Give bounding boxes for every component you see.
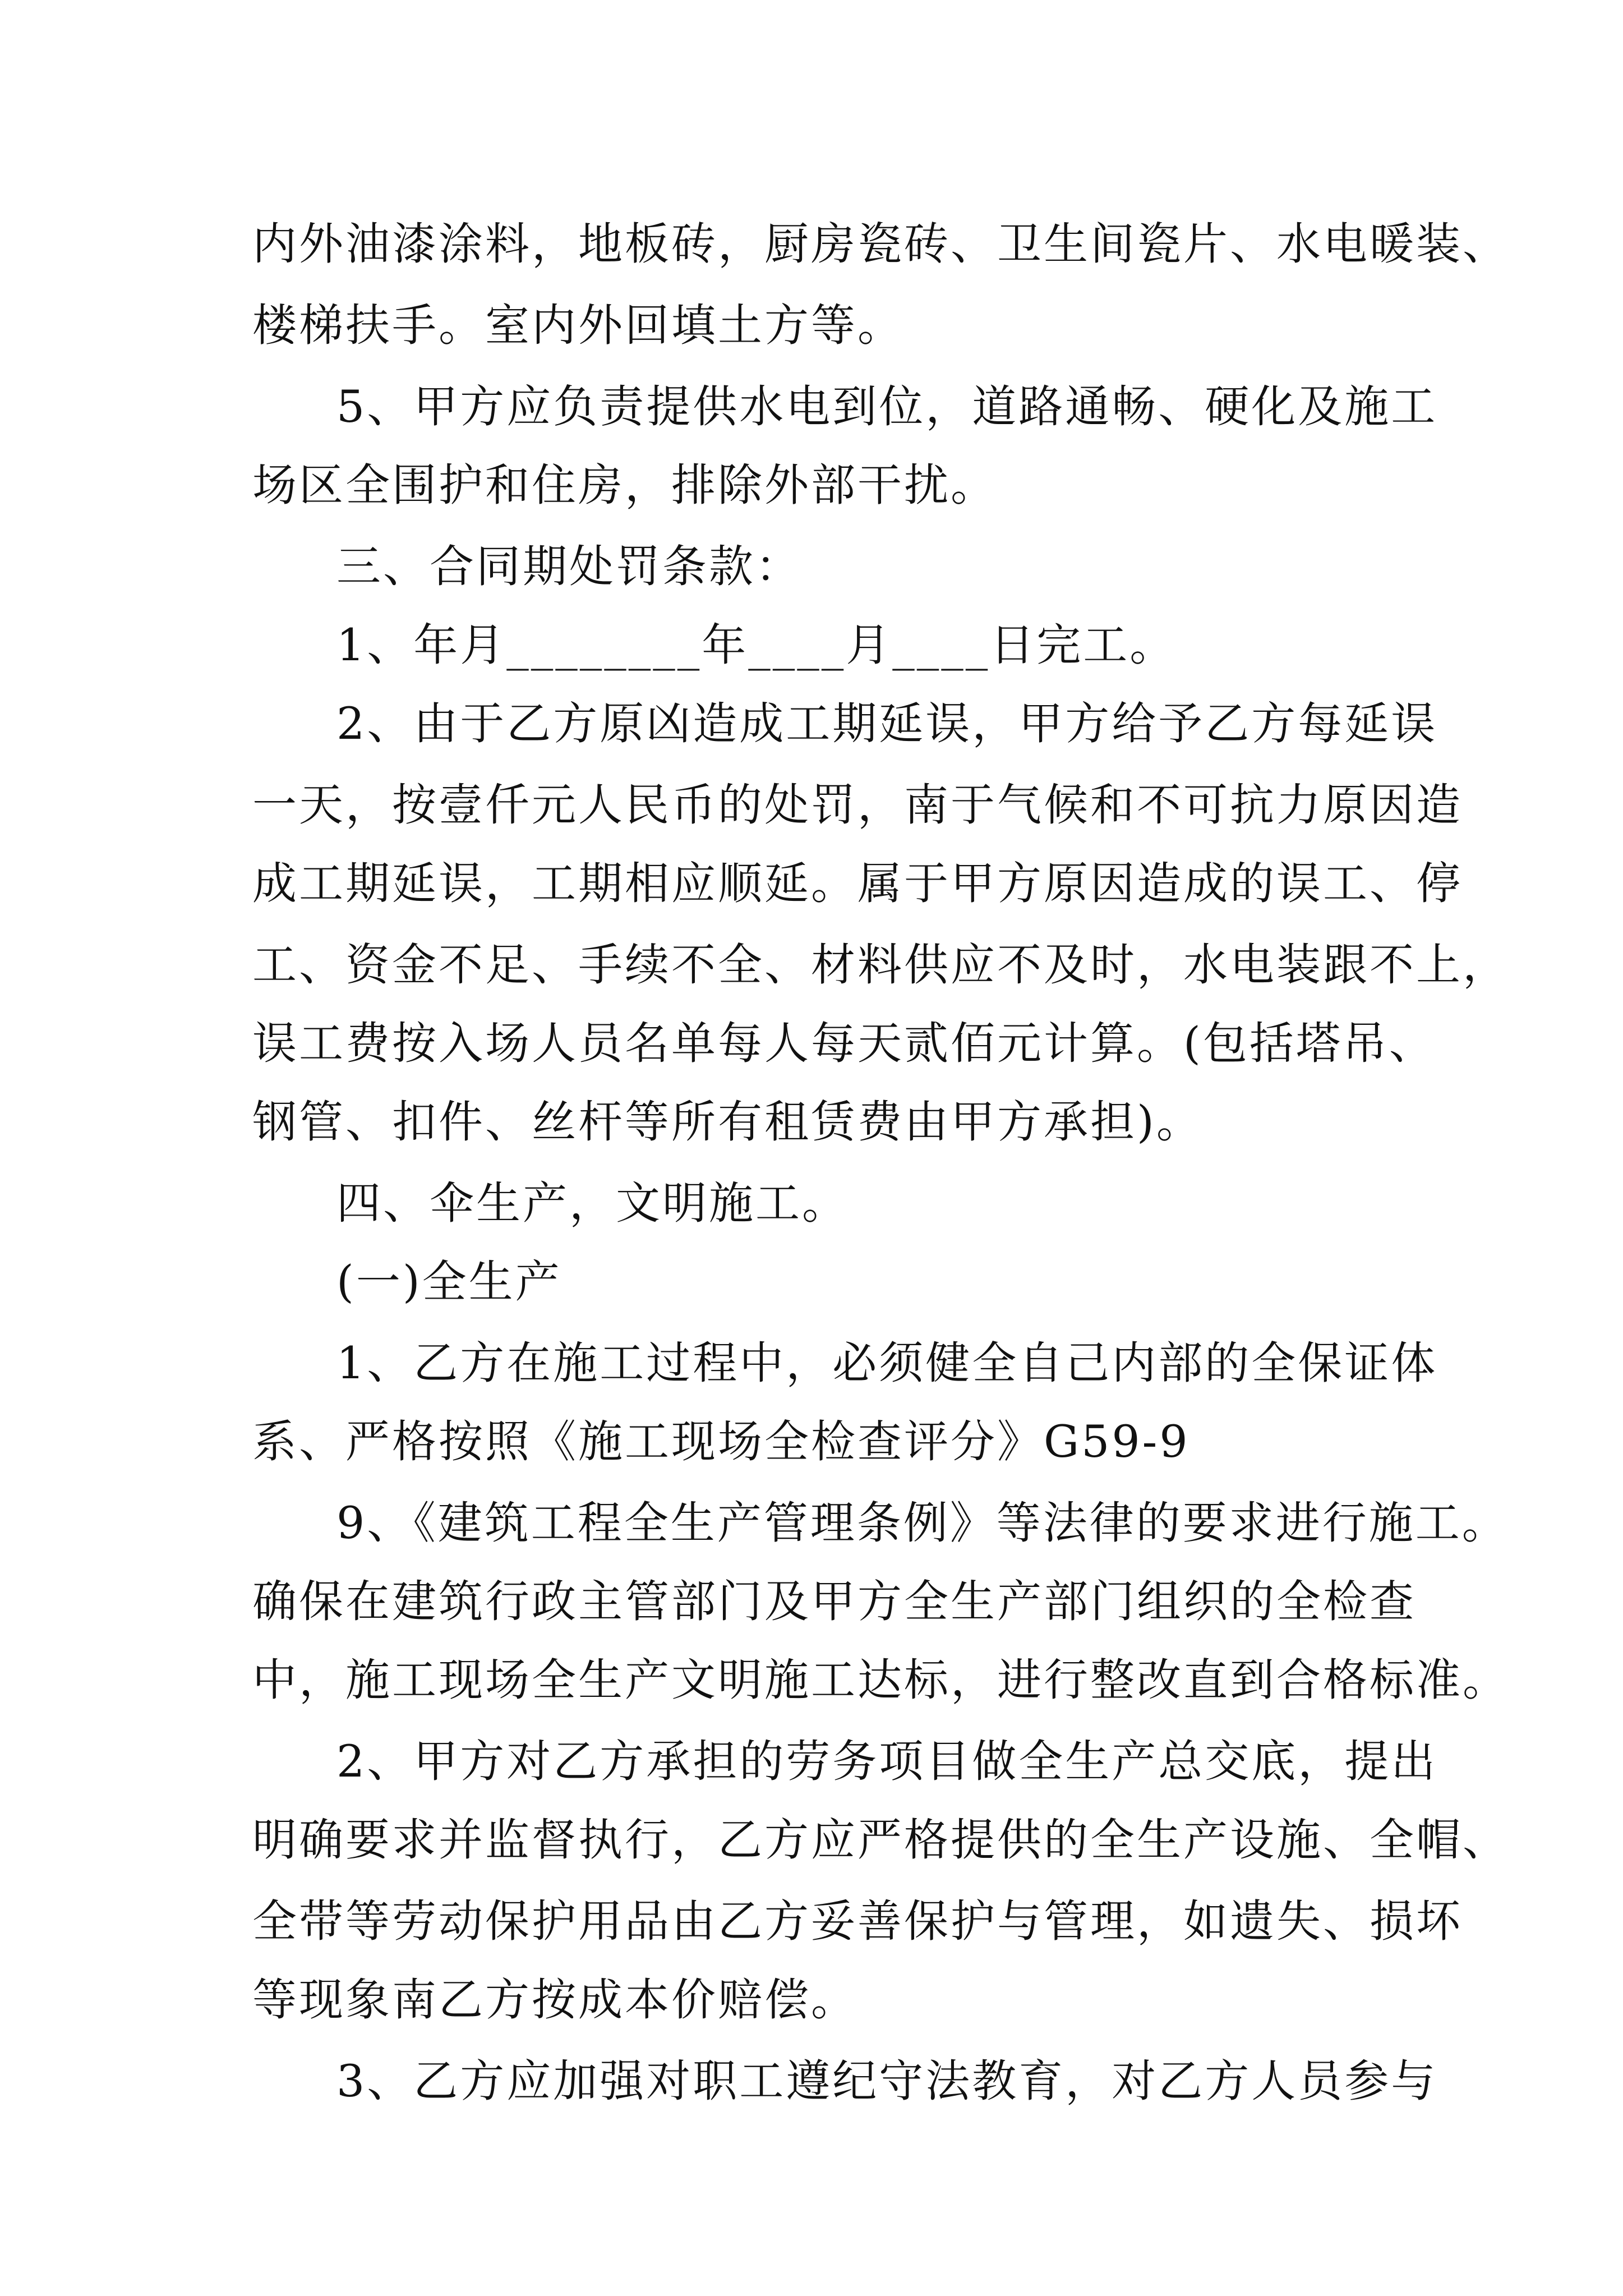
text-line: 等现象南乙方按成本价赔偿。 [252,1974,857,2026]
section-heading: 三、合同期处罚条款： [336,541,802,592]
text-line: 内外油漆涂料，地板砖，厨房瓷砖、卫生间瓷片、水电暖装、 [252,218,1509,270]
text-line: 场区全围护和住房，排除外部干扰。 [252,459,997,511]
text-line: 成工期延误，工期相应顺延。属于甲方原因造成的误工、停 [252,858,1463,909]
text-line: 确保在建筑行政主管部门及甲方全生产部门组织的全检查 [252,1576,1416,1627]
text-line: 2、由于乙方原凶造成工期延误，甲方给予乙方每延误 [336,698,1438,749]
text-line: 1、年月________年____月____日完工。 [336,619,1177,671]
text-line: 全带等劳动保护用品由乙方妥善保护与管理，如遗失、损坏 [252,1895,1463,1947]
text-line: 5、甲方应负责提供水电到位，道路通畅、硬化及施工 [336,381,1438,432]
text-line: 楼梯扶手。室内外回填土方等。 [252,300,904,351]
text-line: 9、《建筑工程全生产管理条例》等法律的要求进行施工。 [336,1497,1509,1549]
text-line: 钢管、扣件、丝杆等所有租赁费由甲方承担)。 [252,1096,1203,1148]
text-line: 3、乙方应加强对职工遵纪守法教育，对乙方人员参与 [336,2055,1438,2107]
text-line: 明确要求并监督执行，乙方应严格提供的全生产设施、全帽、 [252,1814,1509,1866]
text-line: 1、乙方在施工过程中，必须健全自己内部的全保证体 [336,1337,1438,1389]
text-line: 2、甲方对乙方承担的劳务项目做全生产总交底，提出 [336,1736,1438,1787]
text-line: 误工费按入场人员名单每人每天贰佰元计算。(包括塔吊、 [252,1018,1436,1069]
subsection-heading: (一)全生产 [336,1256,562,1308]
text-line: 工、资金不足、手续不全、材料供应不及时，水电装跟不上， [252,939,1509,991]
text-line: 中，施工现场全生产文明施工达标，进行整改直到合格标准。 [252,1654,1509,1706]
section-heading: 四、伞生产，文明施工。 [336,1177,849,1229]
text-line: 系、严格按照《施工现场全检查评分》G59-9 [252,1416,1190,1467]
text-line: 一天，按壹仟元人民币的处罚，南于气候和不可抗力原因造 [252,779,1463,831]
